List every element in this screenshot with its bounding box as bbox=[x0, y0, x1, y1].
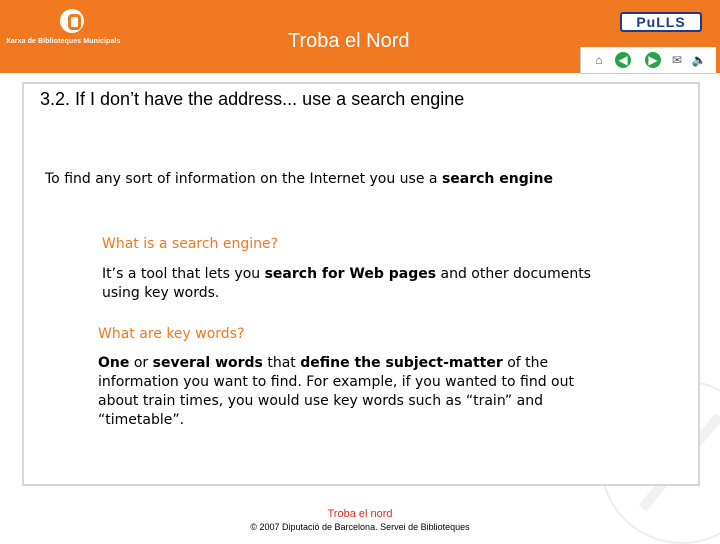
intro-text bbox=[45, 170, 553, 189]
answer-bold: several words bbox=[152, 355, 263, 371]
intro-text-part: To find any sort of information on the Internet you use a bbox=[45, 171, 442, 187]
answer-bold: One bbox=[98, 355, 130, 371]
footer-copyright: © 2007 Diputació de Barcelona. Servei de Biblioteques bbox=[250, 522, 470, 532]
section-subtitle: 3.2. If I don’t have the address... use a search engine bbox=[40, 89, 465, 109]
answer-text: or bbox=[129, 355, 153, 371]
sound-icon[interactable]: 🔈 bbox=[691, 53, 707, 67]
home-icon[interactable]: ⌂ bbox=[595, 53, 603, 67]
pulls-logo-text: PuLLS bbox=[636, 14, 686, 30]
back-icon[interactable]: ◀ bbox=[615, 52, 631, 68]
answer-text: that bbox=[262, 355, 301, 371]
nav-toolbar bbox=[580, 47, 716, 74]
answer-key-words bbox=[98, 354, 598, 430]
mail-icon[interactable]: ✉ bbox=[671, 53, 683, 67]
intro-bold: search engine bbox=[441, 171, 554, 187]
library-logo-icon bbox=[60, 9, 84, 33]
answer-search-engine bbox=[102, 265, 592, 303]
answer-text: of the information you want to find. For example, if you wanted to find out about train times, you would use key words such as “train” and “timetable”. bbox=[98, 355, 574, 428]
page-title: Troba el Nord bbox=[288, 30, 410, 52]
footer-title: Troba el nord bbox=[327, 508, 393, 520]
pulls-logo bbox=[620, 12, 702, 32]
forward-icon[interactable]: ▶ bbox=[645, 52, 661, 68]
question-key-words: What are key words? bbox=[98, 326, 245, 342]
logo-text: Xarxa de Biblioteques Municipals bbox=[6, 38, 121, 45]
answer-text: It’s a tool that lets you bbox=[102, 266, 265, 282]
question-search-engine: What is a search engine? bbox=[102, 236, 279, 252]
answer-bold: search for Web pages bbox=[264, 266, 437, 282]
answer-text: and other documents using key words. bbox=[102, 266, 591, 301]
answer-bold: define the subject-matter bbox=[300, 355, 503, 371]
